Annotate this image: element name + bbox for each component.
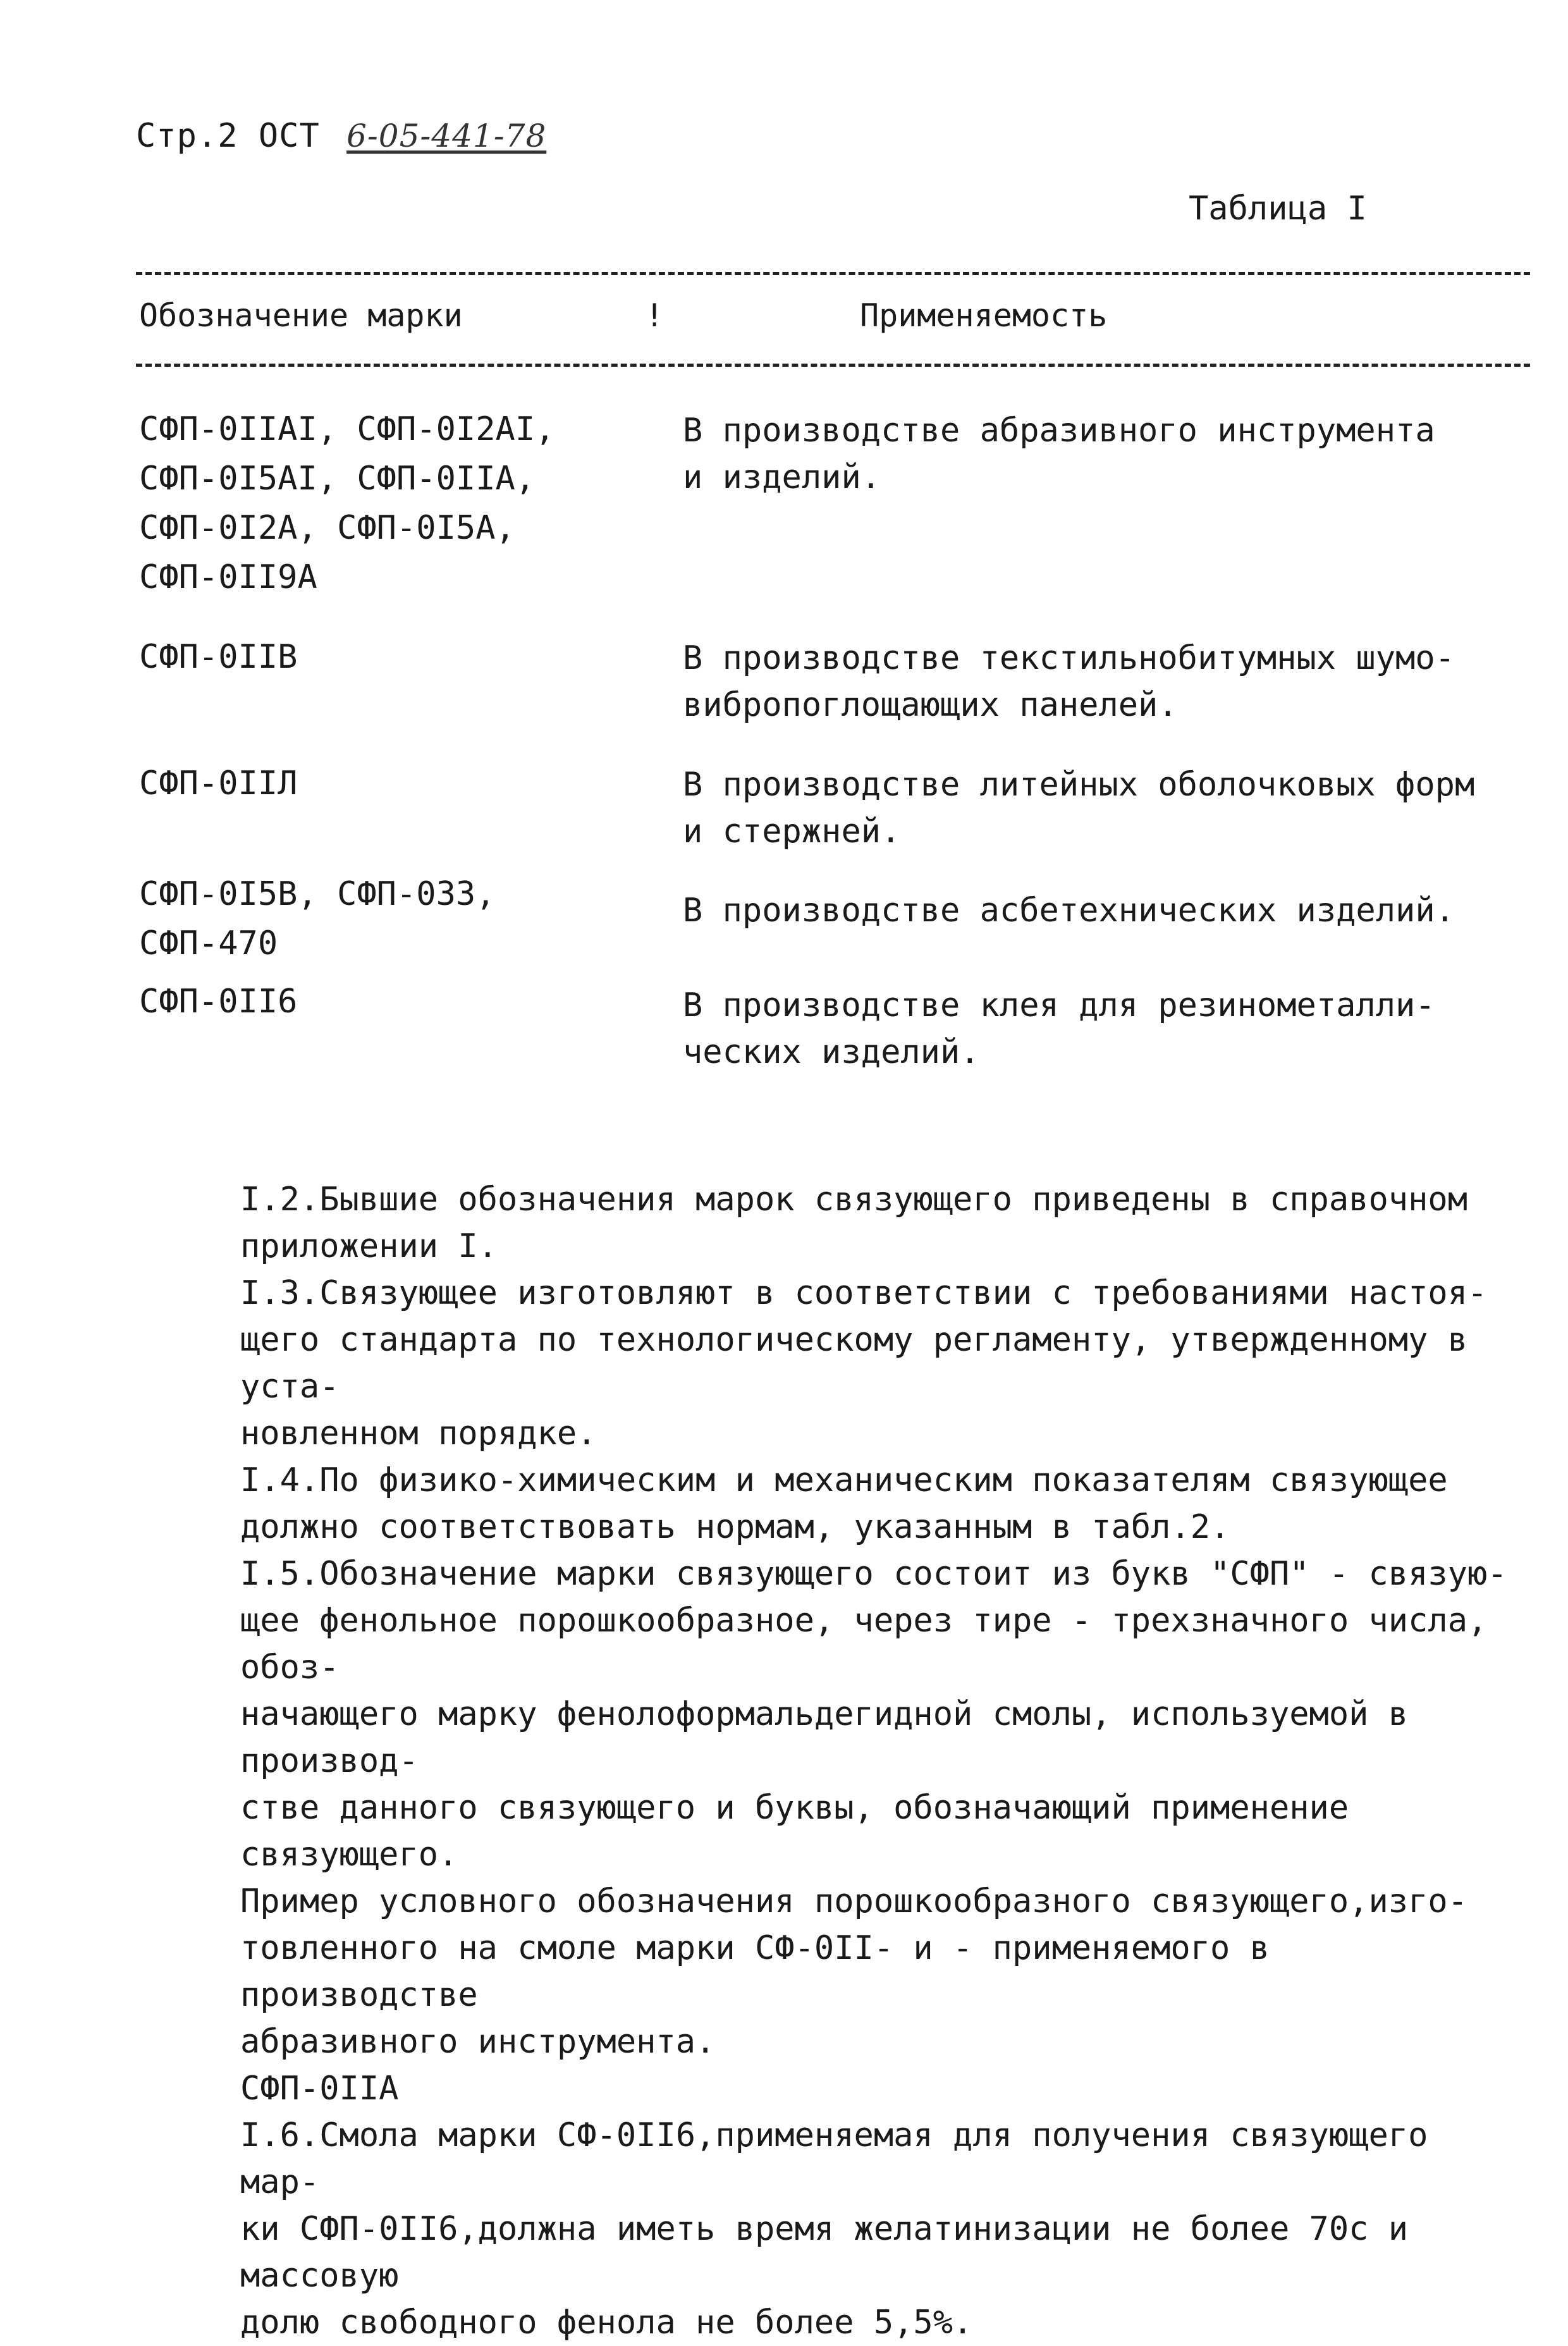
row-marks: СФП-0II6 — [139, 983, 298, 1021]
page-reference: Стр.2 ОСТ — [136, 117, 320, 155]
handwritten-doc-number: 6-05-441-78 — [346, 118, 547, 154]
body-text — [139, 1176, 1517, 2346]
designation-example-paragraph: Пример условного обозначения порошкообразного связующего,изго- товленного на смоле марки СФ-0II- и - применяемого в производстве абразивного инструмента. — [240, 1882, 1468, 2061]
column-separator: ! — [645, 297, 665, 334]
paragraph-1-2: I.2.Бывшие обозначения марок связующего приведены в справочном приложении I. — [240, 1181, 1468, 1265]
table-caption: Таблица I — [1189, 190, 1367, 228]
row-marks: СФП-0IIАI, СФП-0I2АI, СФП-0I5АI, СФП-0IIА, СФП-0I2А, СФП-0I5А, СФП-0II9А — [139, 410, 555, 596]
row-applicability: В производстве асбетехнических изделий. — [683, 892, 1455, 930]
row-marks: СФП-0IIВ — [139, 638, 298, 676]
table-top-rule — [136, 272, 1530, 275]
paragraph-1-4: I.4.По физико-химическим и механическим показателям связующее должно соответствовать нормам, указанным в табл.2. — [240, 1461, 1448, 1546]
paragraph-1-3: I.3.Связующее изготовляют в соответствии с требованиями настоя- щего стандарта по технологическому регламенту, утвержденному в уста- новленном порядке. — [240, 1274, 1488, 1452]
row-marks: СФП-0IIЛ — [139, 765, 298, 802]
row-applicability: В производстве абразивного инструмента и изделий. — [683, 412, 1435, 496]
page-header — [136, 117, 546, 155]
row-applicability: В производстве клея для резинометалли- ческих изделий. — [683, 986, 1435, 1071]
table-header-rule — [136, 364, 1530, 367]
row-applicability: В производстве литейных оболочковых форм и стержней. — [683, 766, 1475, 851]
column-header-applicability: Применяемость — [860, 297, 1108, 334]
paragraph-1-5: I.5.Обозначение марки связующего состоит из букв "СФП" - связую- щее фенольное порошкообразное, через тире - трехзначного числа, обоз- начающего марку фенолоформальдегидной смолы, используемой в производ- стве данного связующего и буквы, обозначающий применение связующего. — [240, 1555, 1507, 1874]
column-header-mark: Обозначение марки — [139, 297, 463, 334]
designation-example: СФП-0IIА — [240, 2070, 399, 2108]
row-marks: СФП-0I5В, СФП-033, СФП-470 — [139, 875, 496, 962]
paragraph-1-6: I.6.Смола марки СФ-0II6,применяемая для получения связующего мар- ки СФП-0II6,должна иметь время желатинизации не более 70с и массовую долю свободного фенола не более 5,5%. — [240, 2116, 1428, 2342]
row-applicability: В производстве текстильнобитумных шумо- вибропоглощающих панелей. — [683, 639, 1455, 724]
